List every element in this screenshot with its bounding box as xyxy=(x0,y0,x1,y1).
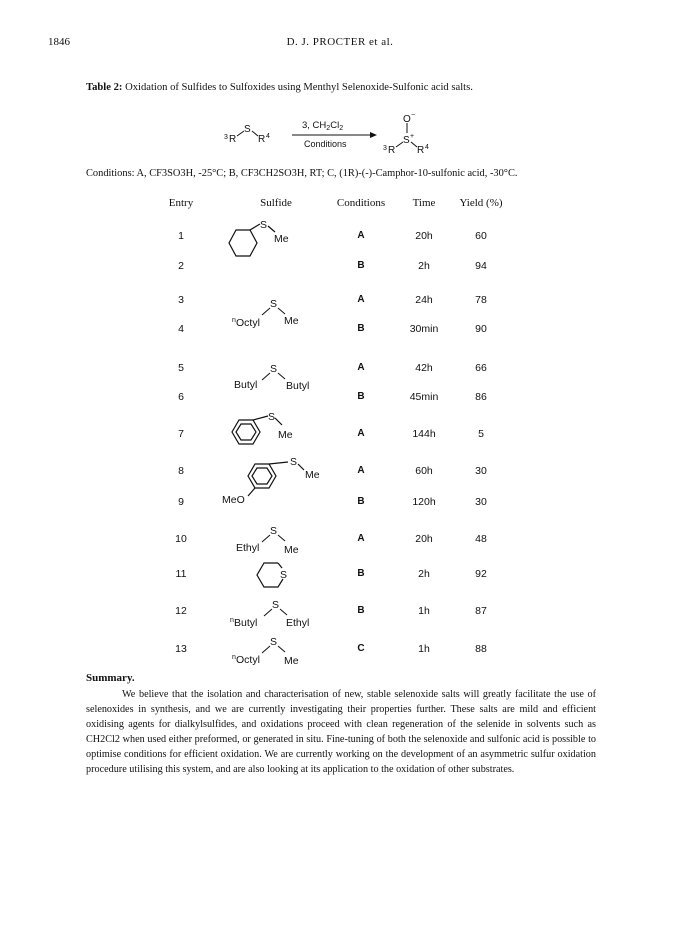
struct-methyl-label: Me xyxy=(278,429,293,441)
entry-number: 4 xyxy=(178,323,184,335)
yield-value: 60 xyxy=(475,230,487,242)
time-value: 144h xyxy=(412,428,436,440)
time-value: 42h xyxy=(415,362,433,374)
entry-number: 2 xyxy=(178,260,184,272)
time-value: 2h xyxy=(418,260,430,272)
time-value: 24h xyxy=(415,294,433,306)
struct-octyl-label: Octyl xyxy=(236,317,260,329)
condition-code: B xyxy=(357,260,365,271)
struct-sulfur-label: S xyxy=(268,411,276,423)
scheme-reagent: 3, $CH_2Cl_2$ xyxy=(302,120,344,132)
struct-butyl-label: Butyl xyxy=(234,617,258,629)
structure-4-methoxythioanisole xyxy=(218,456,338,512)
page-number: 1846 xyxy=(48,36,70,48)
yield-value: 86 xyxy=(475,391,487,403)
yield-value: 87 xyxy=(475,605,487,617)
condition-code: B xyxy=(357,605,365,616)
struct-n-prefix: n xyxy=(232,654,236,661)
struct-sulfur-label: S xyxy=(290,456,298,468)
running-head: D. J. PROCTER et al. xyxy=(286,36,394,48)
structure-octyl-methyl-sulfide-2 xyxy=(228,637,328,671)
yield-value: 48 xyxy=(475,533,487,545)
condition-code: A xyxy=(357,428,365,439)
yield-value: 30 xyxy=(475,496,487,508)
struct-methyl-label: Me xyxy=(284,655,299,667)
struct-n-prefix: n xyxy=(232,317,236,324)
entry-number: 10 xyxy=(175,533,187,545)
scheme-reactant-sulfur: S xyxy=(244,124,251,135)
header-conditions: Conditions xyxy=(336,197,386,209)
yield-value: 94 xyxy=(475,260,487,272)
time-value: 45min xyxy=(409,391,439,403)
scheme-reactant-r3-sup: 3 xyxy=(224,134,228,141)
entry-number: 9 xyxy=(178,496,184,508)
conditions-line: Conditions: A, CF3SO3H, -25°C; B, CF3CH2SO3H, RT; C, (1R)-(-)-Camphor-10-sulfonic acid, -30°C. xyxy=(86,168,518,179)
scheme-product-plus: + xyxy=(410,133,415,140)
entry-number: 6 xyxy=(178,391,184,403)
struct-methyl-label: Me xyxy=(284,544,299,556)
scheme-conditions-label: Conditions xyxy=(304,139,347,149)
yield-value: 88 xyxy=(475,643,487,655)
condition-code: A xyxy=(357,230,365,241)
condition-code: B xyxy=(357,496,365,507)
scheme-reactant-r3: R xyxy=(229,134,237,145)
entry-number: 1 xyxy=(178,230,184,242)
condition-code: C xyxy=(357,643,365,654)
structure-thiane xyxy=(252,557,292,593)
entry-number: 7 xyxy=(178,428,184,440)
yield-value: 92 xyxy=(475,568,487,580)
yield-value: 78 xyxy=(475,294,487,306)
entry-number: 5 xyxy=(178,362,184,374)
time-value: 60h xyxy=(415,465,433,477)
scheme-product-r3-sup: 3 xyxy=(383,145,387,152)
condition-code: A xyxy=(357,362,365,373)
structure-ethyl-methyl-sulfide xyxy=(232,524,328,558)
scheme-product-sulfur: S xyxy=(403,135,410,146)
struct-sulfur-label: S xyxy=(272,599,280,611)
condition-code: A xyxy=(357,533,365,544)
struct-n-prefix: n xyxy=(230,617,234,624)
time-value: 30min xyxy=(409,323,439,335)
yield-value: 30 xyxy=(475,465,487,477)
time-value: 2h xyxy=(418,568,430,580)
header-yield: Yield (%) xyxy=(459,197,503,209)
entry-number: 11 xyxy=(175,568,187,580)
entry-number: 3 xyxy=(178,294,184,306)
struct-octyl-label: Octyl xyxy=(236,654,260,666)
time-value: 1h xyxy=(418,605,430,617)
struct-sulfur-label: S xyxy=(270,525,278,537)
condition-code: B xyxy=(357,323,365,334)
struct-ethyl-label: Ethyl xyxy=(236,542,260,554)
struct-sulfur-label: S xyxy=(270,364,278,375)
header-time: Time xyxy=(412,197,436,209)
struct-methyl-label: Me xyxy=(274,233,289,245)
yield-value: 5 xyxy=(478,428,484,440)
scheme-product-r3: R xyxy=(388,145,396,156)
struct-methoxy-label: MeO xyxy=(222,494,245,506)
time-value: 120h xyxy=(412,496,436,508)
entry-number: 12 xyxy=(175,605,187,617)
structure-thioanisole xyxy=(228,410,328,454)
struct-sulfur-label: S xyxy=(270,637,278,648)
summary-paragraph: We believe that the isolation and characterisation of new, stable selenoxide salts will greatly facilitate the use of selenoxides in synthesis, and we are currently investigating their properties further. These salts are mild and efficient oxidising agents for dialkylsulfides, and oxidations proceed with clean regeneration of the selenide in solvents such as CH2Cl2 when used either preformed, or generated in situ. Fine-tuning of both the selenoxide and sulfonic acid is possible to optimise conditions for efficient oxidation. We are currently working on the development of an asymmetric sulfur oxidation procedure utilising this system, and are also looking at its application to the oxidation of other substrates. xyxy=(86,689,596,775)
entry-number: 8 xyxy=(178,465,184,477)
time-value: 20h xyxy=(415,533,433,545)
time-value: 1h xyxy=(418,643,430,655)
condition-code: A xyxy=(357,294,365,305)
struct-ethyl-label: Ethyl xyxy=(286,617,310,629)
table-caption-text: Oxidation of Sulfides to Sulfoxides using Menthyl Selenoxide-Sulfonic acid salts. xyxy=(125,82,473,93)
yield-value: 90 xyxy=(475,323,487,335)
scheme-product-r4-sup: 4 xyxy=(425,144,429,151)
scheme-reactant-r4-sup: 4 xyxy=(266,133,270,140)
condition-code: B xyxy=(357,391,365,402)
struct-methyl-label: Me xyxy=(284,315,299,327)
scheme-product-minus: − xyxy=(411,112,416,119)
structure-octyl-methyl-sulfide xyxy=(228,297,328,331)
header-sulfide: Sulfide xyxy=(260,197,292,209)
struct-butyl-right-label: Butyl xyxy=(286,380,310,392)
header-entry: Entry xyxy=(168,197,194,209)
struct-methyl-label: Me xyxy=(305,469,320,481)
structure-cyclohexyl-methyl-sulfide xyxy=(220,218,330,268)
yield-value: 66 xyxy=(475,362,487,374)
struct-sulfur-label: S xyxy=(270,298,278,310)
entry-number: 13 xyxy=(175,643,187,655)
struct-sulfur-label: S xyxy=(280,569,288,581)
scheme-reactant-r4: R xyxy=(258,134,266,145)
condition-code: A xyxy=(357,465,365,476)
scheme-product-r4: R xyxy=(417,145,425,156)
condition-code: B xyxy=(357,568,365,579)
struct-butyl-left-label: Butyl xyxy=(234,379,258,391)
structure-dibutyl-sulfide xyxy=(228,364,328,398)
structure-butyl-ethyl-sulfide xyxy=(228,598,328,632)
time-value: 20h xyxy=(415,230,433,242)
summary-heading: Summary. xyxy=(86,672,135,684)
scheme-product-oxygen: O xyxy=(403,114,411,125)
table-caption-label: Table 2: xyxy=(86,82,123,93)
struct-sulfur-label: S xyxy=(260,219,268,231)
